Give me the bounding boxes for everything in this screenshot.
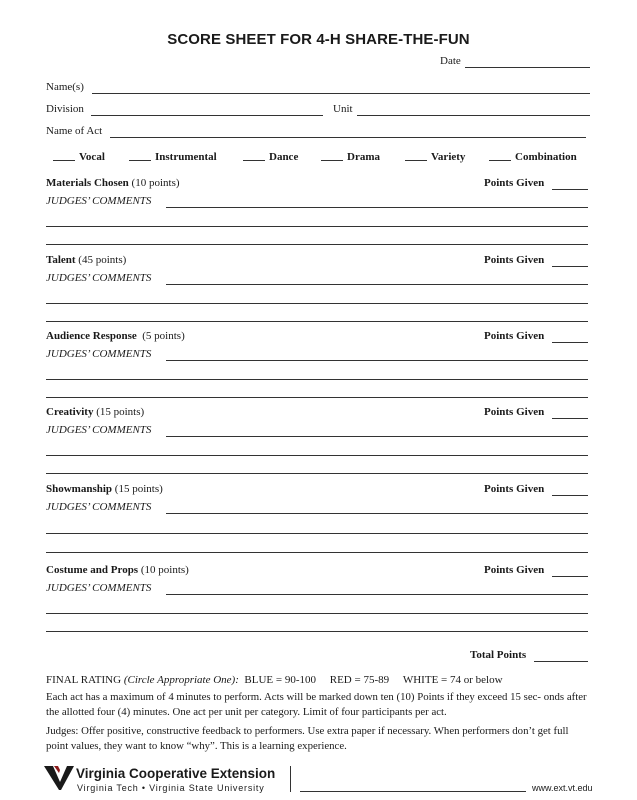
total-points-field[interactable] (534, 661, 588, 662)
comment-line[interactable] (46, 631, 588, 632)
comment-line[interactable] (166, 594, 588, 595)
category-combination[interactable]: Combination (489, 151, 577, 163)
points-given-label: Points Given (484, 564, 545, 576)
category-variety[interactable]: Variety (405, 151, 465, 163)
comment-line[interactable] (46, 455, 588, 456)
checkbox-blank[interactable] (129, 160, 151, 161)
points-given-label: Points Given (484, 483, 545, 495)
unit-field[interactable] (357, 115, 590, 116)
comment-line[interactable] (166, 284, 588, 285)
unit-label: Unit (333, 103, 353, 115)
judges-comments-label: JUDGES’ COMMENTS (46, 424, 152, 436)
judges-comments-label: JUDGES’ COMMENTS (46, 582, 152, 594)
judges-comments-label: JUDGES’ COMMENTS (46, 195, 152, 207)
act-name-field[interactable] (110, 137, 586, 138)
points-given-field[interactable] (552, 495, 588, 496)
comment-line[interactable] (46, 552, 588, 553)
total-points-label: Total Points (470, 649, 527, 661)
points-given-field[interactable] (552, 189, 588, 190)
comment-line[interactable] (46, 533, 588, 534)
rating-white[interactable]: WHITE = 74 or below (402, 674, 503, 686)
comment-line[interactable] (46, 613, 588, 614)
comment-line[interactable] (46, 397, 588, 398)
section-creativity-title: Creativity (15 points) (46, 406, 145, 418)
vce-logo-icon (44, 764, 74, 792)
category-dance[interactable]: Dance (243, 151, 298, 163)
points-given-label: Points Given (484, 177, 545, 189)
footer-divider (290, 766, 291, 792)
section-materials-title: Materials Chosen (10 points) (46, 177, 180, 189)
points-given-field[interactable] (552, 418, 588, 419)
points-given-label: Points Given (484, 330, 545, 342)
category-drama[interactable]: Drama (321, 151, 380, 163)
org-partners: Virginia Tech • Virginia State University (77, 783, 265, 793)
points-given-field[interactable] (552, 266, 588, 267)
comment-line[interactable] (166, 436, 588, 437)
division-label: Division (46, 103, 84, 115)
comment-line[interactable] (46, 226, 588, 227)
rating-blue[interactable]: BLUE = 90-100 (244, 674, 316, 686)
date-field[interactable] (465, 67, 590, 68)
footer-signature-line[interactable] (300, 791, 526, 792)
names-field[interactable] (92, 93, 590, 94)
act-name-label: Name of Act (46, 125, 103, 137)
comment-line[interactable] (166, 360, 588, 361)
footer-url[interactable]: www.ext.vt.edu (532, 783, 593, 793)
judges-paragraph: Judges: Offer positive, constructive feedback to performers. Use extra paper if necessary. When performers don’t get full point values, they want to know “why”. This is a learning experience. (46, 725, 569, 752)
checkbox-blank[interactable] (489, 160, 511, 161)
checkbox-blank[interactable] (243, 160, 265, 161)
page-title: SCORE SHEET FOR 4-H SHARE-THE-FUN (167, 31, 470, 48)
date-label: Date (440, 55, 461, 67)
comment-line[interactable] (46, 244, 588, 245)
points-given-field[interactable] (552, 342, 588, 343)
section-costume-title: Costume and Props (10 points) (46, 564, 189, 576)
section-talent-title: Talent (45 points) (46, 254, 127, 266)
category-instrumental[interactable]: Instrumental (129, 151, 217, 163)
checkbox-blank[interactable] (405, 160, 427, 161)
division-field[interactable] (91, 115, 323, 116)
comment-line[interactable] (46, 321, 588, 322)
comment-line[interactable] (46, 303, 588, 304)
rating-red[interactable]: RED = 75-89 (329, 674, 390, 686)
checkbox-blank[interactable] (321, 160, 343, 161)
comment-line[interactable] (166, 207, 588, 208)
rules-paragraph: Each act has a maximum of 4 minutes to perform. Acts will be marked down ten (10) Points if they exceed 15 sec- onds after the allotted four (4) minutes. One act per unit per category. Limit of four participants per act. (46, 691, 587, 718)
points-given-label: Points Given (484, 406, 545, 418)
comment-line[interactable] (166, 513, 588, 514)
section-showmanship-title: Showmanship (15 points) (46, 483, 163, 495)
points-given-field[interactable] (552, 576, 588, 577)
names-label: Name(s) (46, 81, 84, 93)
comment-line[interactable] (46, 473, 588, 474)
judges-comments-label: JUDGES’ COMMENTS (46, 348, 152, 360)
comment-line[interactable] (46, 379, 588, 380)
points-given-label: Points Given (484, 254, 545, 266)
category-vocal[interactable]: Vocal (53, 151, 105, 163)
checkbox-blank[interactable] (53, 160, 75, 161)
section-audience-title: Audience Response (5 points) (46, 330, 185, 342)
final-rating: FINAL RATING (Circle Appropriate One): BLUE = 90-100 RED = 75-89 WHITE = 74 or below (46, 674, 503, 686)
org-name: Virginia Cooperative Extension (76, 766, 276, 781)
judges-comments-label: JUDGES’ COMMENTS (46, 272, 152, 284)
judges-comments-label: JUDGES’ COMMENTS (46, 501, 152, 513)
